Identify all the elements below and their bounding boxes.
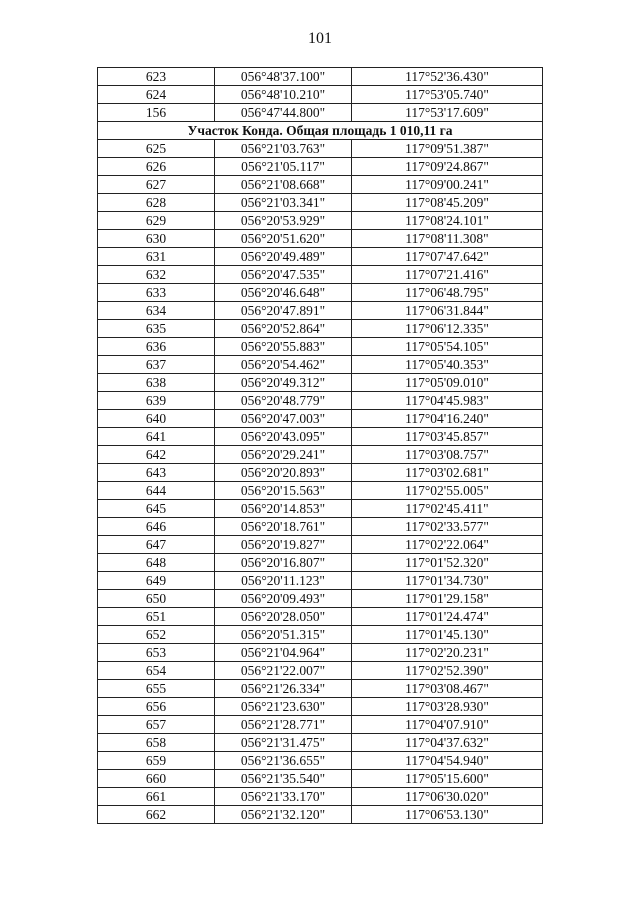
latitude-cell: 056°20'29.241" xyxy=(215,446,352,464)
latitude-cell: 056°20'55.883" xyxy=(215,338,352,356)
longitude-cell: 117°01'45.130" xyxy=(352,626,543,644)
latitude-cell: 056°21'08.668" xyxy=(215,176,352,194)
longitude-cell: 117°06'48.795" xyxy=(352,284,543,302)
longitude-cell: 117°08'24.101" xyxy=(352,212,543,230)
point-number-cell: 657 xyxy=(98,716,215,734)
latitude-cell: 056°20'11.123" xyxy=(215,572,352,590)
section-title: Участок Конда. Общая площадь 1 010,11 га xyxy=(98,122,543,140)
longitude-cell: 117°01'29.158" xyxy=(352,590,543,608)
latitude-cell: 056°21'23.630" xyxy=(215,698,352,716)
point-number-cell: 623 xyxy=(98,68,215,86)
longitude-cell: 117°04'37.632" xyxy=(352,734,543,752)
point-number-cell: 638 xyxy=(98,374,215,392)
point-number-cell: 661 xyxy=(98,788,215,806)
point-number-cell: 631 xyxy=(98,248,215,266)
table-row xyxy=(98,158,543,176)
table-row xyxy=(98,752,543,770)
longitude-cell: 117°05'54.105" xyxy=(352,338,543,356)
longitude-cell: 117°06'12.335" xyxy=(352,320,543,338)
latitude-cell: 056°21'31.475" xyxy=(215,734,352,752)
latitude-cell: 056°20'51.315" xyxy=(215,626,352,644)
table-row xyxy=(98,788,543,806)
table-row xyxy=(98,176,543,194)
longitude-cell: 117°07'47.642" xyxy=(352,248,543,266)
latitude-cell: 056°21'03.341" xyxy=(215,194,352,212)
longitude-cell: 117°01'34.730" xyxy=(352,572,543,590)
longitude-cell: 117°02'22.064" xyxy=(352,536,543,554)
latitude-cell: 056°20'18.761" xyxy=(215,518,352,536)
table-row xyxy=(98,806,543,824)
latitude-cell: 056°48'10.210" xyxy=(215,86,352,104)
latitude-cell: 056°21'28.771" xyxy=(215,716,352,734)
longitude-cell: 117°01'24.474" xyxy=(352,608,543,626)
table-row xyxy=(98,518,543,536)
table-row xyxy=(98,230,543,248)
point-number-cell: 658 xyxy=(98,734,215,752)
latitude-cell: 056°20'15.563" xyxy=(215,482,352,500)
latitude-cell: 056°20'19.827" xyxy=(215,536,352,554)
table-row xyxy=(98,320,543,338)
table-row xyxy=(98,194,543,212)
latitude-cell: 056°20'20.893" xyxy=(215,464,352,482)
longitude-cell: 117°03'45.857" xyxy=(352,428,543,446)
point-number-cell: 625 xyxy=(98,140,215,158)
longitude-cell: 117°02'45.411" xyxy=(352,500,543,518)
table-row xyxy=(98,716,543,734)
table-row xyxy=(98,572,543,590)
longitude-cell: 117°02'20.231" xyxy=(352,644,543,662)
latitude-cell: 056°20'54.462" xyxy=(215,356,352,374)
table-row xyxy=(98,482,543,500)
point-number-cell: 639 xyxy=(98,392,215,410)
latitude-cell: 056°21'03.763" xyxy=(215,140,352,158)
latitude-cell: 056°20'16.807" xyxy=(215,554,352,572)
latitude-cell: 056°21'22.007" xyxy=(215,662,352,680)
point-number-cell: 654 xyxy=(98,662,215,680)
longitude-cell: 117°05'15.600" xyxy=(352,770,543,788)
point-number-cell: 641 xyxy=(98,428,215,446)
table-row xyxy=(98,464,543,482)
page-number: 101 xyxy=(308,30,332,47)
latitude-cell: 056°20'48.779" xyxy=(215,392,352,410)
point-number-cell: 634 xyxy=(98,302,215,320)
table-row xyxy=(98,86,543,104)
table-row xyxy=(98,608,543,626)
table-row xyxy=(98,374,543,392)
longitude-cell: 117°06'30.020" xyxy=(352,788,543,806)
latitude-cell: 056°21'26.334" xyxy=(215,680,352,698)
point-number-cell: 156 xyxy=(98,104,215,122)
point-number-cell: 633 xyxy=(98,284,215,302)
longitude-cell: 117°05'40.353" xyxy=(352,356,543,374)
table-row xyxy=(98,662,543,680)
table-row xyxy=(98,428,543,446)
latitude-cell: 056°21'33.170" xyxy=(215,788,352,806)
table-row xyxy=(98,338,543,356)
section-header-row xyxy=(98,122,543,140)
table-row xyxy=(98,248,543,266)
table-row xyxy=(98,302,543,320)
latitude-cell: 056°20'47.535" xyxy=(215,266,352,284)
longitude-cell: 117°03'02.681" xyxy=(352,464,543,482)
longitude-cell: 117°52'36.430" xyxy=(352,68,543,86)
latitude-cell: 056°20'52.864" xyxy=(215,320,352,338)
table-row xyxy=(98,644,543,662)
point-number-cell: 650 xyxy=(98,590,215,608)
table-row xyxy=(98,140,543,158)
longitude-cell: 117°06'31.844" xyxy=(352,302,543,320)
point-number-cell: 637 xyxy=(98,356,215,374)
latitude-cell: 056°20'47.891" xyxy=(215,302,352,320)
latitude-cell: 056°20'46.648" xyxy=(215,284,352,302)
coordinates-table-body-after xyxy=(98,140,543,824)
table-row xyxy=(98,104,543,122)
latitude-cell: 056°20'14.853" xyxy=(215,500,352,518)
table-row xyxy=(98,446,543,464)
latitude-cell: 056°20'49.489" xyxy=(215,248,352,266)
point-number-cell: 648 xyxy=(98,554,215,572)
latitude-cell: 056°20'09.493" xyxy=(215,590,352,608)
point-number-cell: 645 xyxy=(98,500,215,518)
longitude-cell: 117°06'53.130" xyxy=(352,806,543,824)
point-number-cell: 626 xyxy=(98,158,215,176)
latitude-cell: 056°48'37.100" xyxy=(215,68,352,86)
point-number-cell: 624 xyxy=(98,86,215,104)
latitude-cell: 056°20'53.929" xyxy=(215,212,352,230)
table-row xyxy=(98,626,543,644)
point-number-cell: 651 xyxy=(98,608,215,626)
latitude-cell: 056°21'36.655" xyxy=(215,752,352,770)
point-number-cell: 632 xyxy=(98,266,215,284)
point-number-cell: 662 xyxy=(98,806,215,824)
coordinates-table-body-before xyxy=(98,68,543,122)
point-number-cell: 628 xyxy=(98,194,215,212)
table-row xyxy=(98,266,543,284)
longitude-cell: 117°53'05.740" xyxy=(352,86,543,104)
latitude-cell: 056°20'43.095" xyxy=(215,428,352,446)
longitude-cell: 117°08'45.209" xyxy=(352,194,543,212)
longitude-cell: 117°02'33.577" xyxy=(352,518,543,536)
point-number-cell: 655 xyxy=(98,680,215,698)
latitude-cell: 056°20'51.620" xyxy=(215,230,352,248)
latitude-cell: 056°21'04.964" xyxy=(215,644,352,662)
table-row xyxy=(98,284,543,302)
table-row xyxy=(98,770,543,788)
point-number-cell: 640 xyxy=(98,410,215,428)
latitude-cell: 056°47'44.800" xyxy=(215,104,352,122)
point-number-cell: 646 xyxy=(98,518,215,536)
longitude-cell: 117°03'28.930" xyxy=(352,698,543,716)
point-number-cell: 635 xyxy=(98,320,215,338)
longitude-cell: 117°04'54.940" xyxy=(352,752,543,770)
point-number-cell: 660 xyxy=(98,770,215,788)
point-number-cell: 656 xyxy=(98,698,215,716)
longitude-cell: 117°05'09.010" xyxy=(352,374,543,392)
latitude-cell: 056°21'32.120" xyxy=(215,806,352,824)
point-number-cell: 636 xyxy=(98,338,215,356)
longitude-cell: 117°09'51.387" xyxy=(352,140,543,158)
table-row xyxy=(98,698,543,716)
latitude-cell: 056°21'35.540" xyxy=(215,770,352,788)
longitude-cell: 117°02'55.005" xyxy=(352,482,543,500)
point-number-cell: 647 xyxy=(98,536,215,554)
point-number-cell: 629 xyxy=(98,212,215,230)
latitude-cell: 056°20'28.050" xyxy=(215,608,352,626)
point-number-cell: 630 xyxy=(98,230,215,248)
longitude-cell: 117°04'45.983" xyxy=(352,392,543,410)
point-number-cell: 659 xyxy=(98,752,215,770)
longitude-cell: 117°07'21.416" xyxy=(352,266,543,284)
longitude-cell: 117°02'52.390" xyxy=(352,662,543,680)
latitude-cell: 056°20'49.312" xyxy=(215,374,352,392)
point-number-cell: 644 xyxy=(98,482,215,500)
latitude-cell: 056°21'05.117" xyxy=(215,158,352,176)
point-number-cell: 627 xyxy=(98,176,215,194)
longitude-cell: 117°08'11.308" xyxy=(352,230,543,248)
longitude-cell: 117°04'07.910" xyxy=(352,716,543,734)
point-number-cell: 652 xyxy=(98,626,215,644)
table-row xyxy=(98,554,543,572)
longitude-cell: 117°03'08.757" xyxy=(352,446,543,464)
longitude-cell: 117°03'08.467" xyxy=(352,680,543,698)
table-row xyxy=(98,68,543,86)
table-row xyxy=(98,536,543,554)
table-row xyxy=(98,410,543,428)
table-row xyxy=(98,680,543,698)
longitude-cell: 117°01'52.320" xyxy=(352,554,543,572)
table-row xyxy=(98,392,543,410)
longitude-cell: 117°04'16.240" xyxy=(352,410,543,428)
point-number-cell: 642 xyxy=(98,446,215,464)
latitude-cell: 056°20'47.003" xyxy=(215,410,352,428)
point-number-cell: 653 xyxy=(98,644,215,662)
section-body xyxy=(98,122,543,140)
table-row xyxy=(98,212,543,230)
table-row xyxy=(98,500,543,518)
coordinates-table xyxy=(97,67,543,824)
longitude-cell: 117°53'17.609" xyxy=(352,104,543,122)
table-row xyxy=(98,590,543,608)
point-number-cell: 643 xyxy=(98,464,215,482)
point-number-cell: 649 xyxy=(98,572,215,590)
longitude-cell: 117°09'24.867" xyxy=(352,158,543,176)
longitude-cell: 117°09'00.241" xyxy=(352,176,543,194)
table-row xyxy=(98,356,543,374)
table-row xyxy=(98,734,543,752)
